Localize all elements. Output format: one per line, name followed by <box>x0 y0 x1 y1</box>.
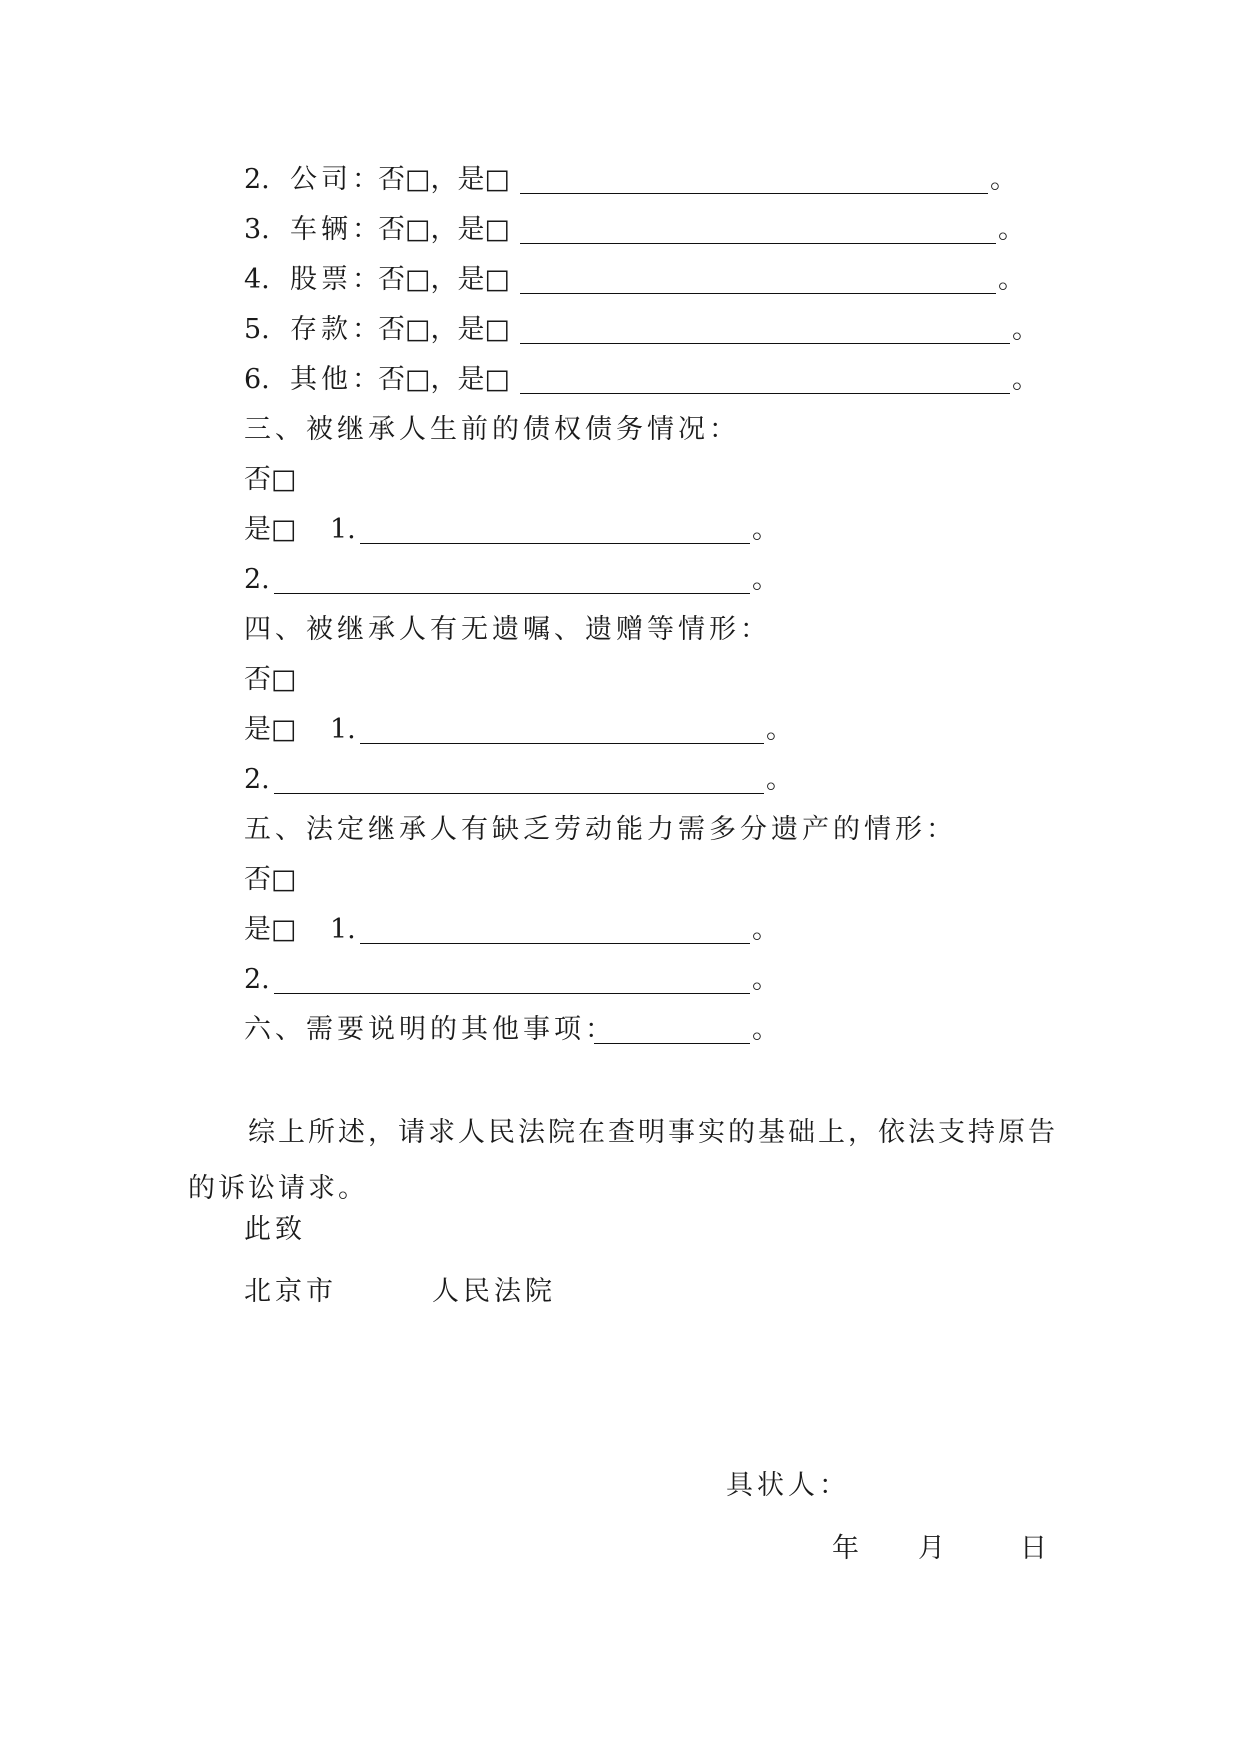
no-checkbox[interactable]: 否□ <box>244 864 297 895</box>
fill-in-line[interactable] <box>360 943 750 944</box>
asset-options: 否□，是□ <box>378 264 511 295</box>
period: 。 <box>752 964 779 995</box>
item-number: 5. <box>244 314 270 345</box>
item-number: 2. <box>244 164 270 195</box>
fill-in-line[interactable] <box>520 193 988 194</box>
section-heading-text: 五、法定继承人有缺乏劳动能力需多分遗产的情形： <box>244 814 957 845</box>
period: 。 <box>998 214 1025 245</box>
item-number: 1. <box>330 914 356 945</box>
asset-label: 公司： <box>290 164 383 195</box>
no-checkbox[interactable]: 否□ <box>244 664 297 695</box>
no-checkbox[interactable]: 否□ <box>244 464 297 495</box>
period: 。 <box>1012 314 1039 345</box>
item-number: 4. <box>244 264 270 295</box>
period: 。 <box>1012 364 1039 395</box>
fill-in-line[interactable] <box>274 593 750 594</box>
item-number: 1. <box>330 714 356 745</box>
fill-in-line[interactable] <box>274 793 764 794</box>
fill-in-line[interactable] <box>520 243 996 244</box>
period: 。 <box>752 564 779 595</box>
item-number: 6. <box>244 364 270 395</box>
item-number: 2. <box>244 564 270 595</box>
signature-label: 具状人： <box>726 1470 850 1501</box>
court-name: 人民法院 <box>432 1276 556 1307</box>
asset-label: 车辆： <box>290 214 383 245</box>
period: 。 <box>766 714 793 745</box>
asset-options: 否□，是□ <box>378 364 511 395</box>
yes-checkbox[interactable]: 是□ <box>244 914 297 945</box>
period: 。 <box>752 1014 779 1045</box>
period: 。 <box>766 764 793 795</box>
court-city: 北京市 <box>244 1276 337 1307</box>
fill-in-line[interactable] <box>520 343 1010 344</box>
date-year: 年 <box>832 1533 859 1564</box>
asset-label: 其他： <box>290 364 383 395</box>
section-heading-text: 六、需要说明的其他事项： <box>244 1014 616 1045</box>
yes-checkbox[interactable]: 是□ <box>244 714 297 745</box>
salutation: 此致 <box>244 1214 306 1245</box>
fill-in-line[interactable] <box>520 293 996 294</box>
fill-in-line[interactable] <box>274 993 750 994</box>
conclusion-paragraph: 综上所述，请求人民法院在查明事实的基础上，依法支持原告的诉讼请求。 <box>188 1117 1058 1204</box>
asset-options: 否□，是□ <box>378 214 511 245</box>
period: 。 <box>752 914 779 945</box>
yes-checkbox[interactable]: 是□ <box>244 514 297 545</box>
period: 。 <box>998 264 1025 295</box>
period: 。 <box>990 164 1017 195</box>
asset-label: 股票： <box>290 264 383 295</box>
fill-in-line[interactable] <box>360 743 764 744</box>
item-number: 1. <box>330 514 356 545</box>
item-number: 2. <box>244 764 270 795</box>
item-number: 3. <box>244 214 270 245</box>
date-month: 月 <box>918 1533 945 1564</box>
fill-in-line[interactable] <box>594 1043 750 1044</box>
asset-options: 否□，是□ <box>378 164 511 195</box>
item-number: 2. <box>244 964 270 995</box>
asset-label: 存款： <box>290 314 383 345</box>
section-heading-text: 四、被继承人有无遗嘱、遗赠等情形： <box>244 614 771 645</box>
fill-in-line[interactable] <box>360 543 750 544</box>
date-day: 日 <box>1020 1533 1047 1564</box>
asset-options: 否□，是□ <box>378 314 511 345</box>
section-heading-text: 三、被继承人生前的债权债务情况： <box>244 414 740 445</box>
fill-in-line[interactable] <box>520 393 1010 394</box>
period: 。 <box>752 514 779 545</box>
